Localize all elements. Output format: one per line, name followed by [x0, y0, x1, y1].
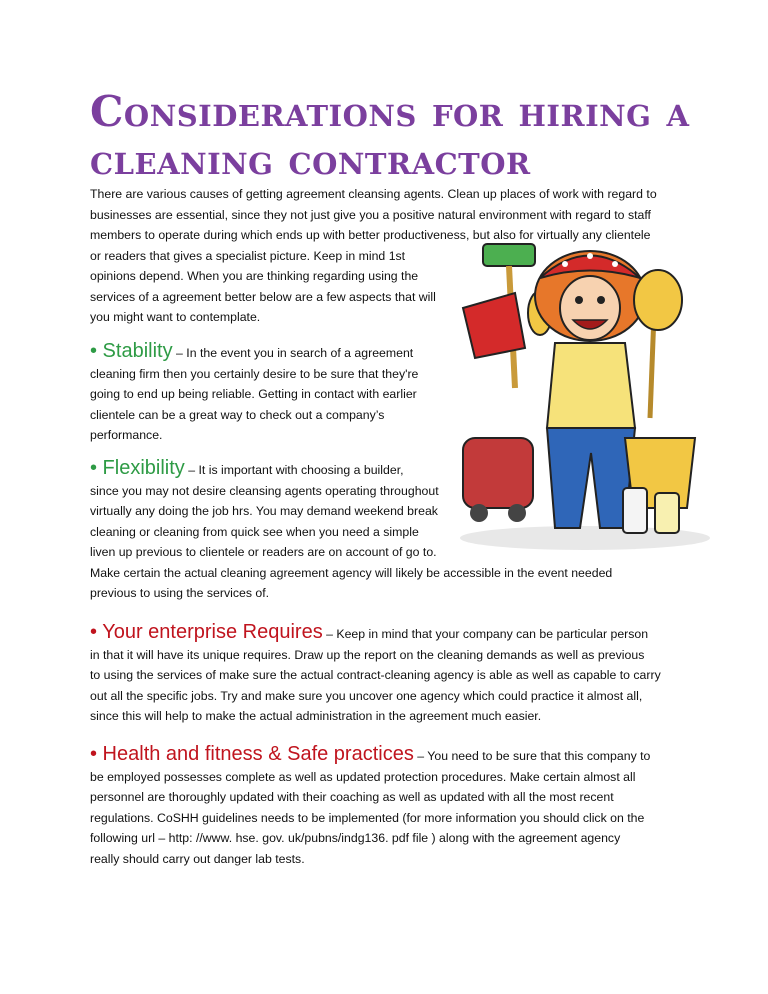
vacuum: [463, 438, 533, 508]
health-lead: – You need to be sure that this company to: [417, 749, 651, 763]
text-line: There are various causes of getting agreement cleansing agents. Clean up places of work with regard to: [90, 187, 657, 201]
flexibility-lead: – It is important with choosing a builder,: [188, 463, 404, 477]
feather-duster: [634, 270, 682, 330]
flexibility-heading: • Flexibility: [90, 457, 185, 479]
eye: [597, 296, 605, 304]
stability-lead: – In the event you in search of a agreement: [176, 346, 414, 360]
health-section: [90, 742, 650, 869]
text-line: since you may not desire cleansing agents operating throughout: [90, 483, 439, 498]
text-line: members to operate during which ends up with better productiveness, but also for virtually any clientele: [90, 228, 651, 242]
face: [560, 276, 620, 340]
text-line: out all the specific jobs. Try and make sure you uncover one agency which could practice it almost all,: [90, 688, 643, 703]
health-heading: • Health and fitness & Safe practices: [90, 743, 414, 765]
jeans: [547, 428, 635, 528]
text-line: cleaning firm then you certainly desire to be sure that they're: [90, 366, 419, 381]
text-line: Make certain the actual cleaning agreement agency will likely be accessible in the event needed: [90, 565, 613, 580]
text-line: services of a agreement better below are a few aspects that will: [90, 289, 436, 304]
text-line: following url – http: //www. hse. gov. uk/pubns/indg136. pdf file ) along with the agreement agency: [90, 831, 621, 845]
stability-section: [90, 339, 418, 446]
text-line: opinions depend. When you are thinking regarding using the: [90, 269, 419, 283]
dustpan: [463, 293, 525, 358]
text-line: personnel are thoroughly updated with their coaching as well as updated with all the most recent: [90, 790, 614, 804]
text-line: previous to using the services of.: [90, 586, 270, 600]
text-line: since this will help to make the actual administration in the agreement much easier.: [90, 709, 542, 723]
text-line: you might want to contemplate.: [90, 310, 261, 324]
text-line: to using the services of make sure the actual contract-cleaning agency is able as well as capable to carry: [90, 668, 661, 682]
eye: [575, 296, 583, 304]
spray-bottle: [655, 493, 679, 533]
spray-bottle: [623, 488, 647, 533]
requires-heading: • Your enterprise Requires: [90, 621, 323, 643]
page-title: [90, 88, 690, 184]
stability-heading: • Stability: [90, 340, 173, 362]
text-line: virtually any doing the job hrs. You may demand weekend break: [90, 504, 438, 518]
text-line: clientele can be a great way to check out a company’s: [90, 407, 385, 422]
scarf-dot: [562, 261, 568, 267]
cleaning-lady-illustration: [455, 238, 713, 556]
scarf-dot: [587, 253, 593, 259]
vacuum-wheel: [508, 504, 526, 522]
text-line: performance.: [90, 428, 163, 442]
scarf-dot: [612, 261, 618, 267]
requires-lead: – Keep in mind that your company can be particular person: [326, 627, 649, 641]
requires-section: [90, 620, 661, 727]
text-line: cleaning or cleaning from quick see when you need a simple: [90, 524, 419, 539]
text-line: in that it will have its unique requires. Draw up the report on the cleaning demands as well as previous: [90, 647, 645, 662]
text-line: be employed possesses complete as well as updated protection procedures. Make certain almost all: [90, 769, 636, 784]
text-line: businesses are essential, since they not just give you a positive natural environment with regard to staff: [90, 207, 651, 222]
title-line: cleaning contractor: [90, 135, 531, 184]
vacuum-wheel: [470, 504, 488, 522]
text-line: really should carry out danger lab tests.: [90, 851, 305, 866]
text-line: regulations. CoSHH guidelines needs to be implemented (for more information you should click on the: [90, 810, 645, 825]
shirt: [547, 343, 635, 428]
text-line: going to end up being reliable. Getting in contact with earlier: [90, 387, 417, 401]
text-line: or readers that gives a specialist picture. Keep in mind 1st: [90, 248, 406, 263]
text-line: liven up previous to clientele or readers are on account of go to.: [90, 545, 437, 559]
title-line: Considerations for hiring a: [90, 87, 690, 136]
broom-head: [483, 244, 535, 266]
